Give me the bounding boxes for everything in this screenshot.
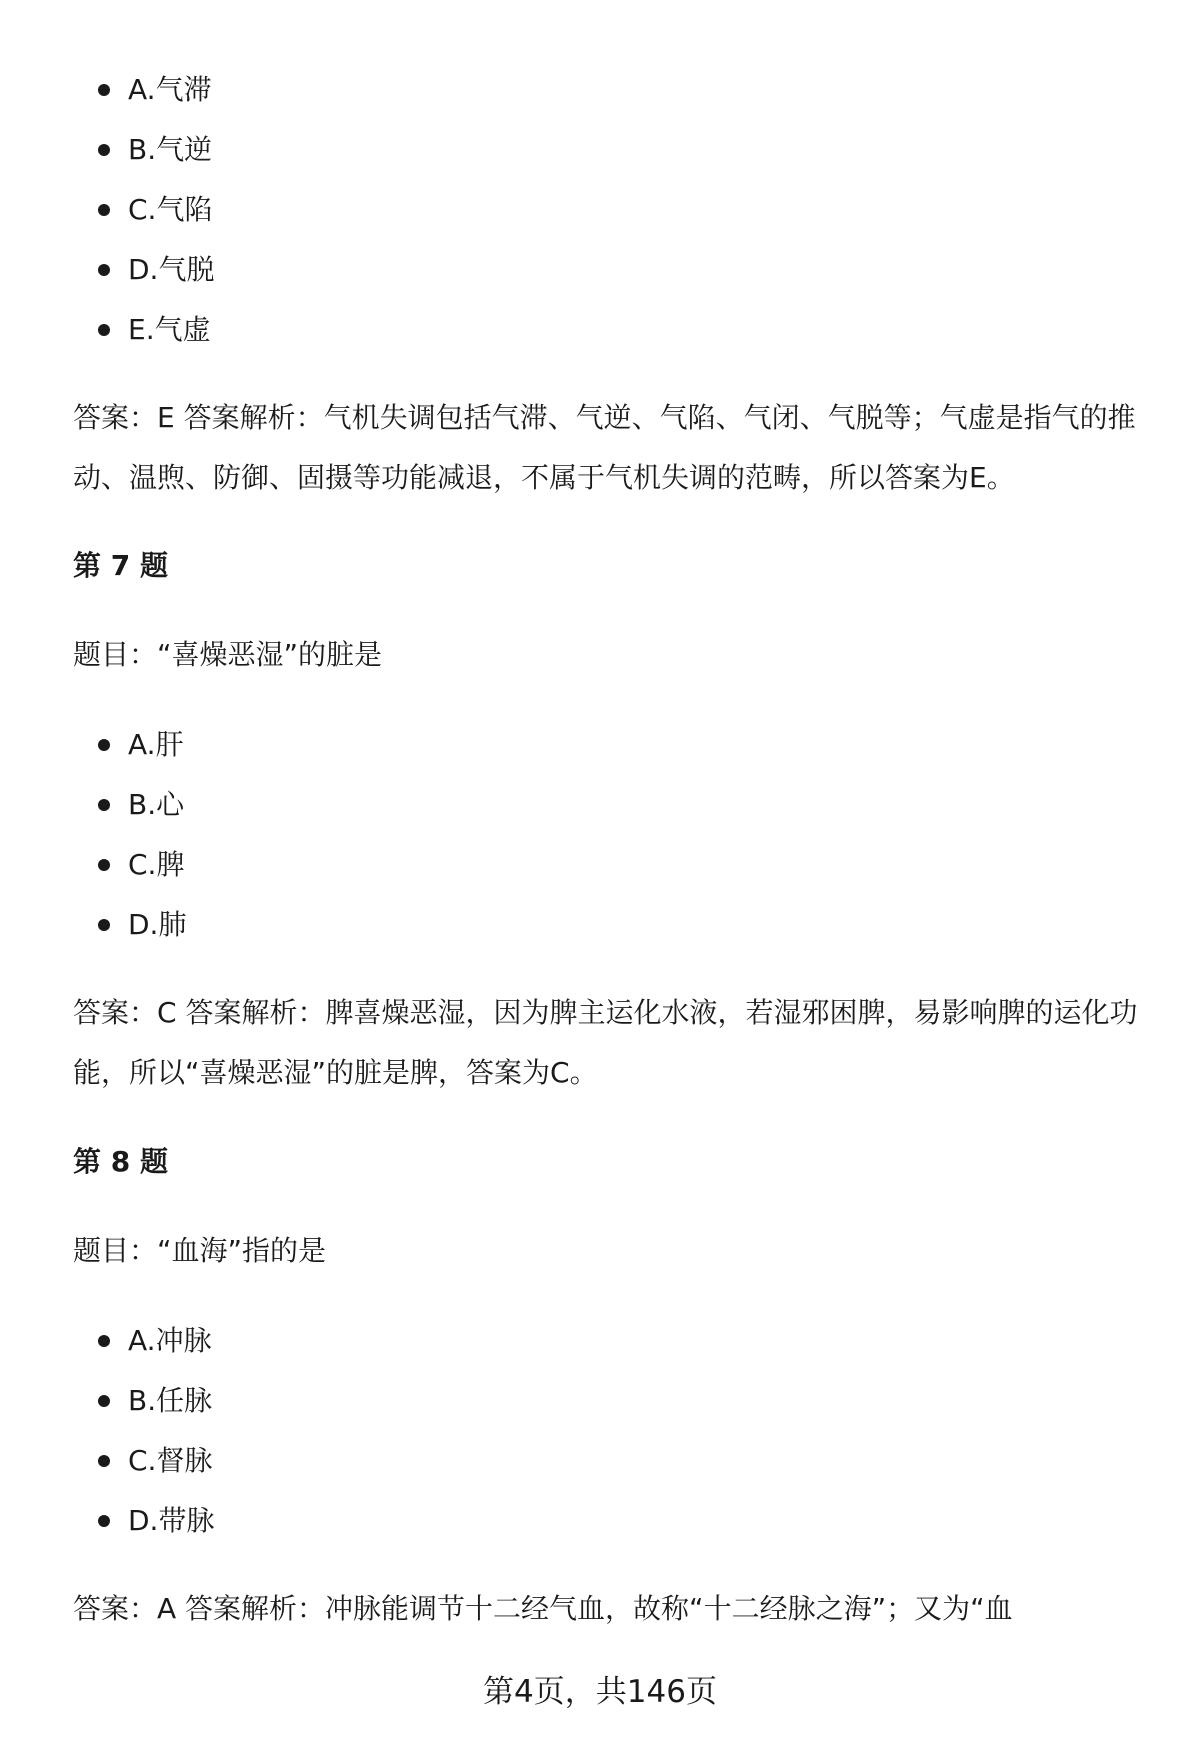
q8-question: 题目：“血海”指的是 [73,1234,327,1267]
option-item [0,895,186,955]
option-label: A.肝 [128,728,184,761]
option-label: D.肺 [128,908,187,941]
option-label: B.气逆 [128,133,213,166]
option-label: B.任脉 [128,1384,213,1417]
bullet-icon [98,859,110,871]
bullet-icon [98,1395,110,1407]
option-label: A.气滞 [128,73,212,106]
option-item [0,835,186,895]
bullet-icon [98,739,110,751]
q8-answer: 答案：A 答案解析：冲脉能调节十二经气血，故称“十二经脉之海”；又为“血 [73,1592,1013,1625]
option-item [0,1431,214,1491]
q8-heading: 第 8 题 [73,1145,168,1178]
option-label: B.心 [128,788,185,821]
option-item [0,775,186,835]
q7-heading: 第 7 题 [73,549,168,582]
q7-options [0,715,186,955]
bullet-icon [98,1335,110,1347]
option-item [0,120,214,180]
bullet-icon [98,799,110,811]
q6-answer: 答案：E 答案解析：气机失调包括气滞、气逆、气陷、气闭、气脱等；气虚是指气的推动、温煦、防御、固摄等功能减退，不属于气机失调的范畴，所以答案为E。 [73,401,1136,494]
bullet-icon [98,144,110,156]
option-item [0,240,214,300]
option-item [0,1371,214,1431]
option-item [0,180,214,240]
bullet-icon [98,264,110,276]
option-item [0,715,186,775]
bullet-icon [98,84,110,96]
option-label: C.气陷 [128,193,213,226]
option-label: A.冲脉 [128,1324,212,1357]
option-label: D.气脱 [128,253,215,286]
option-item [0,300,214,360]
bullet-icon [98,1455,110,1467]
option-label: D.带脉 [128,1504,215,1537]
q7-answer: 答案：C 答案解析：脾喜燥恶湿，因为脾主运化水液，若湿邪困脾，易影响脾的运化功能，所以“喜燥恶湿”的脏是脾，答案为C。 [73,996,1138,1089]
option-item [0,60,214,120]
option-label: C.脾 [128,848,185,881]
page-number: 第4页，共146页 [483,1674,717,1710]
bullet-icon [98,1515,110,1527]
option-label: E.气虚 [128,313,211,346]
bullet-icon [98,324,110,336]
q8-options [0,1311,214,1551]
option-item [0,1311,214,1371]
bullet-icon [98,919,110,931]
q7-question: 题目：“喜燥恶湿”的脏是 [73,638,383,671]
option-item [0,1491,214,1551]
bullet-icon [98,204,110,216]
q6-options [0,60,214,360]
option-label: C.督脉 [128,1444,213,1477]
